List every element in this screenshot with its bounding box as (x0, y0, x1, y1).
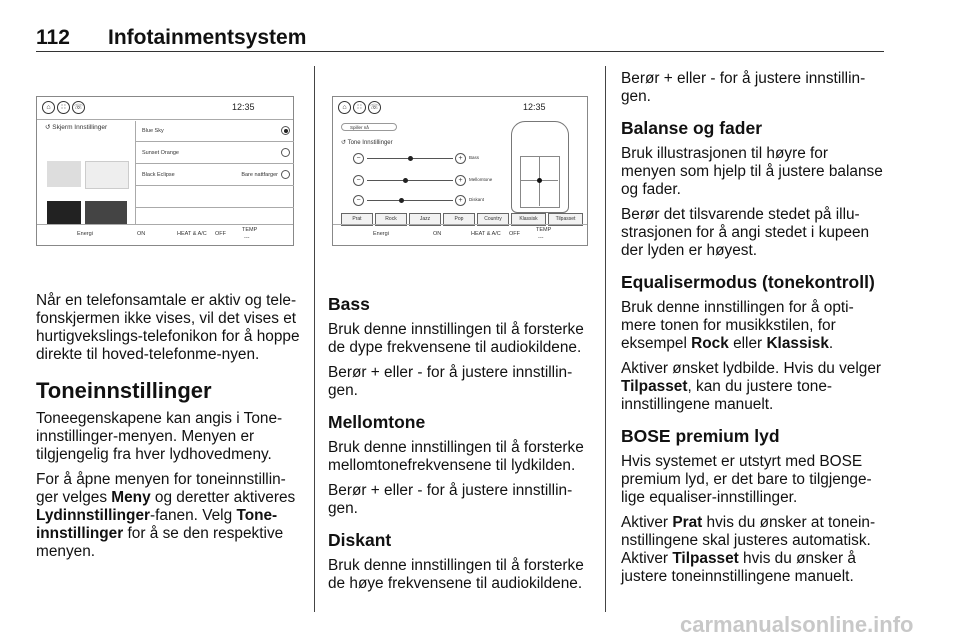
clock: 12:35 (232, 102, 255, 112)
energy-label: Energi (373, 231, 389, 237)
theme-option: Sunset Orange (136, 143, 294, 164)
subheading-mid: Mellomtone (328, 412, 426, 432)
screen-title: ↺ Skjerm Innstillinger (45, 124, 108, 131)
slider-knob (403, 178, 408, 183)
display-settings-screenshot (36, 96, 294, 246)
screenshot-topbar (333, 97, 587, 119)
screen-title: ↺ Tone Innstillinger (341, 140, 393, 146)
subheading-balance: Balanse og fader (621, 118, 763, 138)
empty-row (136, 187, 294, 208)
tone-settings-screenshot: ⌂ ∷ ☏ 12:35 Spiller nå ↺ Tone Innstillinger − + Bass − + Mellomtone − + Diskant Prat Rock Jazz Pop Country Klassisk Tilpasset Energi ON HEAT & A/C OFF TEMP --- (332, 96, 588, 246)
photo-thumbnail (47, 161, 81, 187)
paragraph: Toneegenskapene kan angis i Tone-innstillinger-menyen. Menyen er tilgjengelig fra hver lydhovedmeny. (36, 410, 283, 463)
slider-knob (399, 198, 404, 203)
paragraph: For å åpne menyen for toneinnstillin-ger velges Meny og deretter aktiveres Lydinnstillinger-fanen. Velg Tone-innstillinger for å se den respektive menyen. (36, 471, 296, 560)
subheading-bass: Bass (328, 294, 370, 314)
paragraph: Når en telefonsamtale er aktiv og tele-fonskjermen ikke vises, vil det vises et hurtigvekslings-telefonikon for å hoppe direkte til hoved-telefonme-nyen. (36, 292, 300, 363)
photo-thumbnail (85, 201, 127, 225)
text-column-1 (36, 292, 300, 568)
header-rule (36, 51, 884, 52)
column-divider-2 (605, 66, 606, 612)
clock: 12:35 (523, 102, 546, 112)
paragraph: Aktiver Prat hvis du ønsker at tonein-nstillingene skal justeres automatisk. Aktiver Tilpasset hvis du ønsker å justere toneinnstillingene manuelt. (621, 514, 876, 585)
section-heading: Toneinnstillinger (36, 378, 212, 403)
paragraph: Bruk denne innstillingen for å opti-mere tonen for musikkstilen, for eksempel Rock eller Klassisk. (621, 299, 854, 352)
preset-buttons: Prat Rock Jazz Pop Country Klassisk Tilpasset (341, 213, 583, 225)
home-icon: ⌂ (338, 101, 351, 114)
paragraph: Bruk denne innstillingen til å forsterke de dype frekvensene til audiokildene. (328, 321, 584, 356)
column-divider-1 (314, 66, 315, 612)
phone-icon: ☏ (72, 101, 85, 114)
photo-thumbnail (47, 201, 81, 225)
paragraph: Hvis systemet er utstyrt med BOSE premium lyd, er det bare to tilgjenge-lige equaliser-innstillinger. (621, 453, 872, 506)
paragraph: Berør det tilsvarende stedet på illu-strasjonen for å angi stedet i kupeen der lyden er høyest. (621, 206, 870, 259)
paragraph: Berør + eller - for å justere innstillin-gen. (328, 482, 573, 517)
energy-label: Energi (77, 231, 93, 237)
photo-thumbnail (85, 161, 129, 189)
paragraph: Berør + eller - for å justere innstillin-gen. (621, 70, 866, 105)
car-balance-fader-illustration (511, 121, 569, 213)
paragraph: Bruk denne innstillingen til å forsterke de høye frekvensene til audiokildene. (328, 557, 584, 592)
paragraph: Bruk denne innstillingen til å forsterke mellomtonefrekvensene til lydkilden. (328, 439, 584, 474)
paragraph: Bruk illustrasjonen til høyre for menyen som hjelp til å justere balanse og fader. (621, 145, 883, 198)
subheading-equaliser: Equalisermodus (tonekontroll) (621, 272, 875, 292)
theme-option: Black Eclipse Bare nattfarger (136, 165, 294, 186)
page-number: 112 (36, 26, 70, 49)
paragraph: Aktiver ønsket lydbilde. Hvis du velger Tilpasset, kan du justere tone-innstillingene manuelt. (621, 360, 882, 413)
apps-icon: ∷ (353, 101, 366, 114)
theme-list (135, 121, 294, 225)
slider-knob (408, 156, 413, 161)
apps-icon: ∷ (57, 101, 70, 114)
theme-option: Blue Sky (136, 121, 294, 142)
climate-bar: Energi ON HEAT & A/C OFF TEMP --- (37, 224, 293, 245)
paragraph: Berør + eller - for å justere innstillin-gen. (328, 364, 573, 399)
text-column-2 (328, 282, 594, 600)
now-playing-chip: Spiller nå (341, 123, 397, 131)
subheading-bose: BOSE premium lyd (621, 426, 780, 446)
home-icon: ⌂ (42, 101, 55, 114)
watermark: carmanualsonline.info (680, 612, 914, 637)
subheading-treble: Diskant (328, 530, 392, 550)
screenshot-topbar (37, 97, 293, 120)
text-column-3 (621, 70, 887, 593)
page-header (36, 26, 306, 50)
climate-bar: Energi ON HEAT & A/C OFF TEMP --- (333, 224, 587, 245)
phone-icon: ☏ (368, 101, 381, 114)
page-title: Infotainmentsystem (108, 26, 307, 49)
